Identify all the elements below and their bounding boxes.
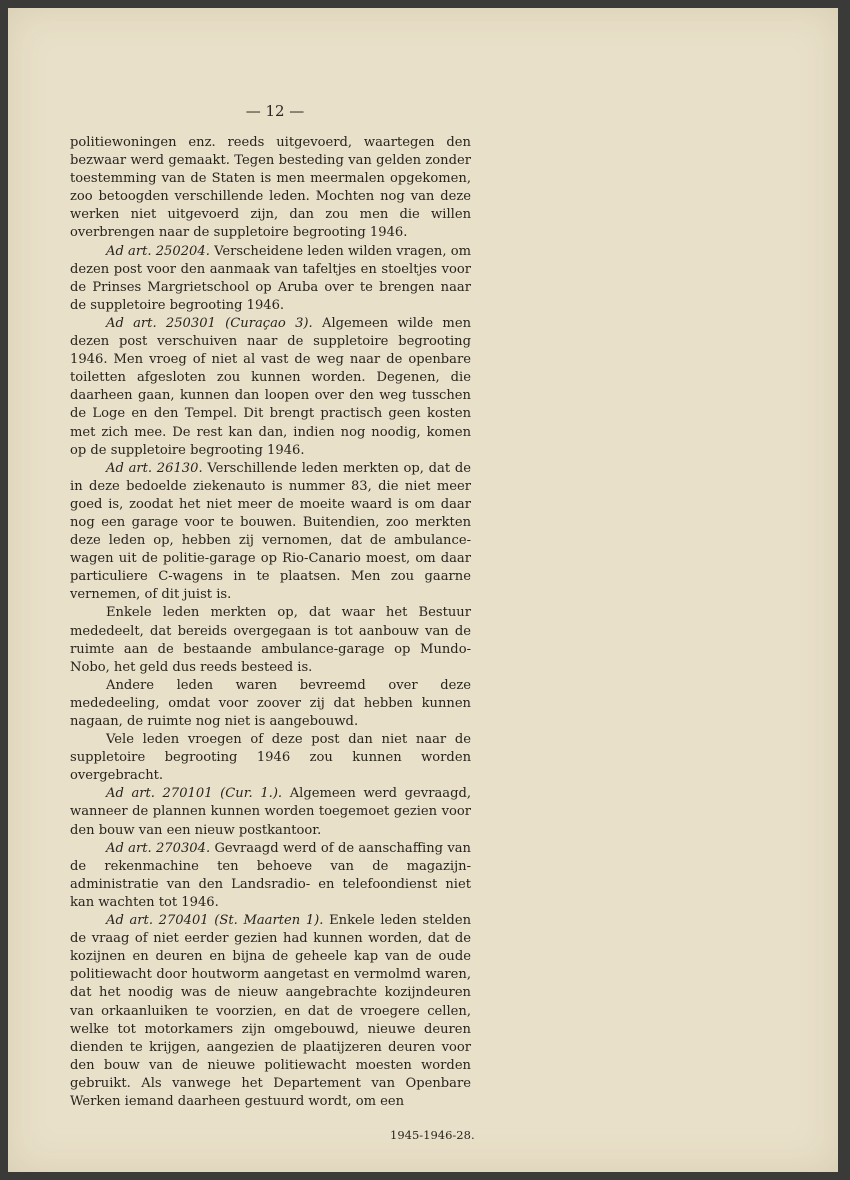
article-reference: Ad art. 26130. <box>106 460 203 476</box>
paragraph-text: Vele leden vroegen of deze post dan niet naar de suppletoire begrooting 1946 zou kunnen worden overgebracht. <box>70 732 471 784</box>
article-reference: Ad art. 250204. <box>106 243 210 259</box>
paragraph-text: Gevraagd werd of de aanschaffing van de rekenmachine ten behoeve van de magazijn-administratie van den Landsradio- en telefoondienst niet kan wachten tot 1946. <box>70 840 471 910</box>
paragraph-text: Verscheidene leden wilden vragen, om dezen post voor den aanmaak van tafeltjes en stoeltjes voor de Prinses Margrietschool op Aruba over te brengen naar de suppletoire begrooting 1946. <box>70 243 471 313</box>
paragraph-text: Enkele leden stelden de vraag of niet eerder gezien had kunnen worden, dat de kozijnen en deuren en bijna de geheele kap van de oude politiewacht door houtworm aangetast en vermolmd waren, dat het noodig was de nieuw aangebrachte kozijndeuren van orkaanluiken te voorzien, en dat de vroegere cellen, welke tot motorkamers zijn omgebouwd, nieuwe deuren dienden te krijgen, aangezien de plaatijzeren deuren voor den bouw van de nieuwe politiewacht moesten worden gebruikt. Als vanwege het Departement van Openbare Werken iemand daarheen gestuurd wordt, om een <box>70 913 471 1109</box>
article-reference: Ad art. 270101 (Cur. 1.). <box>106 786 283 802</box>
document-page <box>8 8 838 1172</box>
article-reference: Ad art. 270401 (St. Maarten 1). <box>106 913 324 929</box>
article-reference: Ad art. 250301 (Curaçao 3). <box>106 315 313 331</box>
paragraph <box>70 677 471 731</box>
paragraph-text: Enkele leden merkten op, dat waar het Bestuur mededeelt, dat bereids overgegaan is tot aanbouw van de ruimte aan de bestaande ambulance-garage op Mundo-Nobo, het geld dus reeds besteed is. <box>70 605 471 675</box>
paragraph <box>70 243 471 315</box>
paragraph-text: politiewoningen enz. reeds uitgevoerd, waartegen den bezwaar werd gemaakt. Tegen besteding van gelden zonder toestemming van de Staten is men meermalen opgekomen, zoo betoogden verschillende leden. Mochten nog van deze werken niet uitgevoerd zijn, dan zou men die willen overbrengen naar de suppletoire begrooting 1946. <box>70 135 471 241</box>
body-text <box>70 134 471 1111</box>
document-code: 1945-1946-28. <box>390 1128 475 1142</box>
paragraph <box>70 134 471 243</box>
paragraph <box>70 315 471 460</box>
paragraph <box>70 840 471 912</box>
paragraph <box>70 731 471 785</box>
article-reference: Ad art. 270304. <box>106 840 211 856</box>
paragraph-text: Algemeen wilde men dezen post verschuiven naar de suppletoire begrooting 1946. Men vroeg of niet al vast de weg naar de openbare toiletten afgesloten zou kunnen worden. Degenen, die daarheen gaan, kunnen dan loopen over den weg tusschen de Loge en den Tempel. Dit brengt practisch geen kosten met zich mee. De rest kan dan, indien nog noodig, komen op de suppletoire begrooting 1946. <box>70 315 471 458</box>
paragraph-text: Verschillende leden merkten op, dat de in deze bedoelde ziekenauto is nummer 83, die niet meer goed is, zoodat het niet meer de moeite waard is om daar nog een garage voor te bouwen. Buitendien, zoo merkten deze leden op, hebben zij vernomen, dat de ambulance-wagen uit de politie-garage op Rio-Canario moest, om daar particuliere C-wagens in te plaatsen. Men zou gaarne vernemen, of dit juist is. <box>70 460 471 603</box>
page-number: — 12 — <box>245 102 305 120</box>
paragraph <box>70 604 471 676</box>
paragraph <box>70 785 471 839</box>
paragraph-text: Algemeen werd gevraagd, wanneer de plannen kunnen worden toegemoet gezien voor den bouw van een nieuw postkantoor. <box>70 786 471 838</box>
paragraph <box>70 460 471 605</box>
paragraph <box>70 912 471 1111</box>
paragraph-text: Andere leden waren bevreemd over deze mededeeling, omdat voor zoover zij dat hebben kunnen nagaan, de ruimte nog niet is aangebouwd. <box>70 677 471 729</box>
